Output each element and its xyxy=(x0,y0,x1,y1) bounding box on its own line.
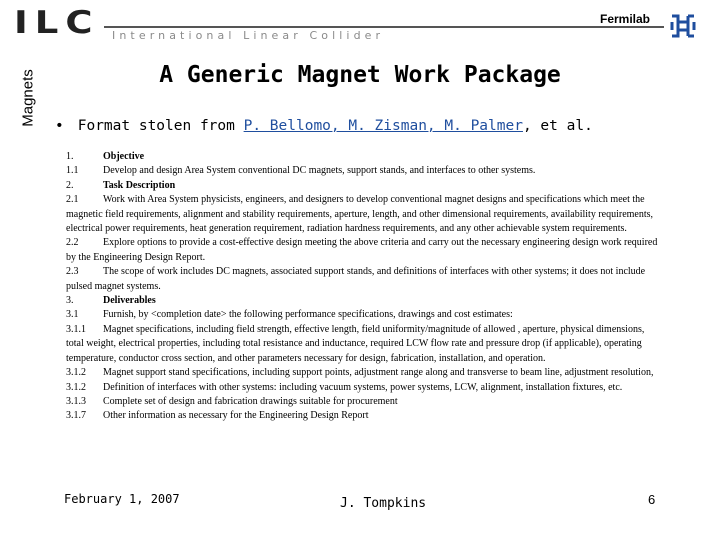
content-item xyxy=(66,323,660,366)
authors-link[interactable]: P. Bellomo, M. Zisman, M. Palmer xyxy=(243,118,523,134)
slide-footer xyxy=(0,490,720,520)
content-item xyxy=(66,366,660,380)
content-item-text: Magnet support stand specifications, including support points, adjustment range along and transverse to beam line, adjustment resolution, xyxy=(103,367,654,379)
content-item xyxy=(66,193,660,236)
bullet-prefix: Format stolen from xyxy=(77,118,244,134)
content-item-text: Explore options to provide a cost-effective design meeting the above criteria and carry out the necessary engineering design work required by the Engineering Design Report. xyxy=(66,237,658,263)
content-item-text: Task Description xyxy=(103,179,176,191)
footer-date: February 1, 2007 xyxy=(64,492,180,506)
content-item-text: Magnet specifications, including field strength, effective length, field uniformity/magnitude of allowed , aperture, physical dimensions, total weight, electrical properties, including total resistance and inductance, required LCW flow rate and pressure drop (if applicable), operating temperature, conductor cross section, and other parameters necessary for design, fabrication, installation, and operation. xyxy=(66,323,645,364)
content-item-number: 3.1.7 xyxy=(66,410,86,422)
content-item-number: 2.3 xyxy=(66,266,79,278)
work-package-text xyxy=(66,150,660,424)
content-item-number: 3. xyxy=(66,295,74,307)
content-item-number: 3.1.3 xyxy=(66,395,86,407)
content-item-text: Develop and design Area System conventional DC magnets, support stands, and interfaces to other systems. xyxy=(103,165,536,177)
content-item-number: 3.1.1 xyxy=(66,323,86,335)
ilc-logo: ILC xyxy=(14,4,100,41)
content-item-text: Other information as necessary for the Engineering Design Report xyxy=(103,410,369,422)
fermilab-logo-icon xyxy=(668,10,698,42)
bullet-line xyxy=(55,118,593,134)
content-item-text: Deliverables xyxy=(103,295,156,307)
content-item xyxy=(66,265,660,294)
content-item-number: 2.2 xyxy=(66,237,79,249)
content-item-number: 3.1 xyxy=(66,309,79,321)
content-item-number: 3.1.2 xyxy=(66,381,86,393)
page-number: 6 xyxy=(648,492,656,507)
content-item xyxy=(66,395,660,409)
content-item-number: 3.1.2 xyxy=(66,367,86,379)
footer-author: J. Tompkins xyxy=(340,496,427,511)
content-item xyxy=(66,294,660,308)
bullet-suffix: , et al. xyxy=(522,118,593,134)
content-item-text: The scope of work includes DC magnets, associated support stands, and definitions of interfaces with other systems; it does not include pulsed magnet systems. xyxy=(66,266,646,292)
content-item xyxy=(66,164,660,178)
content-item-number: 1. xyxy=(66,151,74,162)
content-item-number: 1.1 xyxy=(66,165,79,177)
content-item xyxy=(66,308,660,322)
content-item-text: Definition of interfaces with other systems: including vacuum systems, power systems, LCW, alignment, installation fixtures, etc. xyxy=(103,381,623,393)
ilc-subtitle: International Linear Collider xyxy=(112,29,385,42)
content-item xyxy=(66,150,660,164)
content-item xyxy=(66,179,660,193)
page-title: A Generic Magnet Work Package xyxy=(159,62,561,88)
content-item-number: 2.1 xyxy=(66,194,79,206)
section-side-label: Magnets xyxy=(19,69,37,127)
bullet-dot: • xyxy=(55,118,64,134)
content-item xyxy=(66,381,660,395)
content-item-number: 2. xyxy=(66,179,74,191)
header-rule xyxy=(104,26,664,28)
content-item-text: Work with Area System physicists, engineers, and designers to develop conventional magnet designs and specifications which meet the magnetic field requirements, alignment and stability requirements, aperture, length, and other dimensional requirements, availability requirements, electrical power requirements, heat generation requirement, radiation hardness requirements, and any other achievable system requirements. xyxy=(66,194,654,235)
content-item-text: Furnish, by <completion date> the following performance specifications, drawings and cost estimates: xyxy=(103,309,513,321)
content-item xyxy=(66,409,660,423)
content-item xyxy=(66,236,660,265)
fermilab-label: Fermilab xyxy=(600,12,651,26)
slide-header xyxy=(0,0,720,50)
content-item-text: Complete set of design and fabrication drawings suitable for procurement xyxy=(103,395,398,407)
content-item-text: Objective xyxy=(103,151,145,162)
